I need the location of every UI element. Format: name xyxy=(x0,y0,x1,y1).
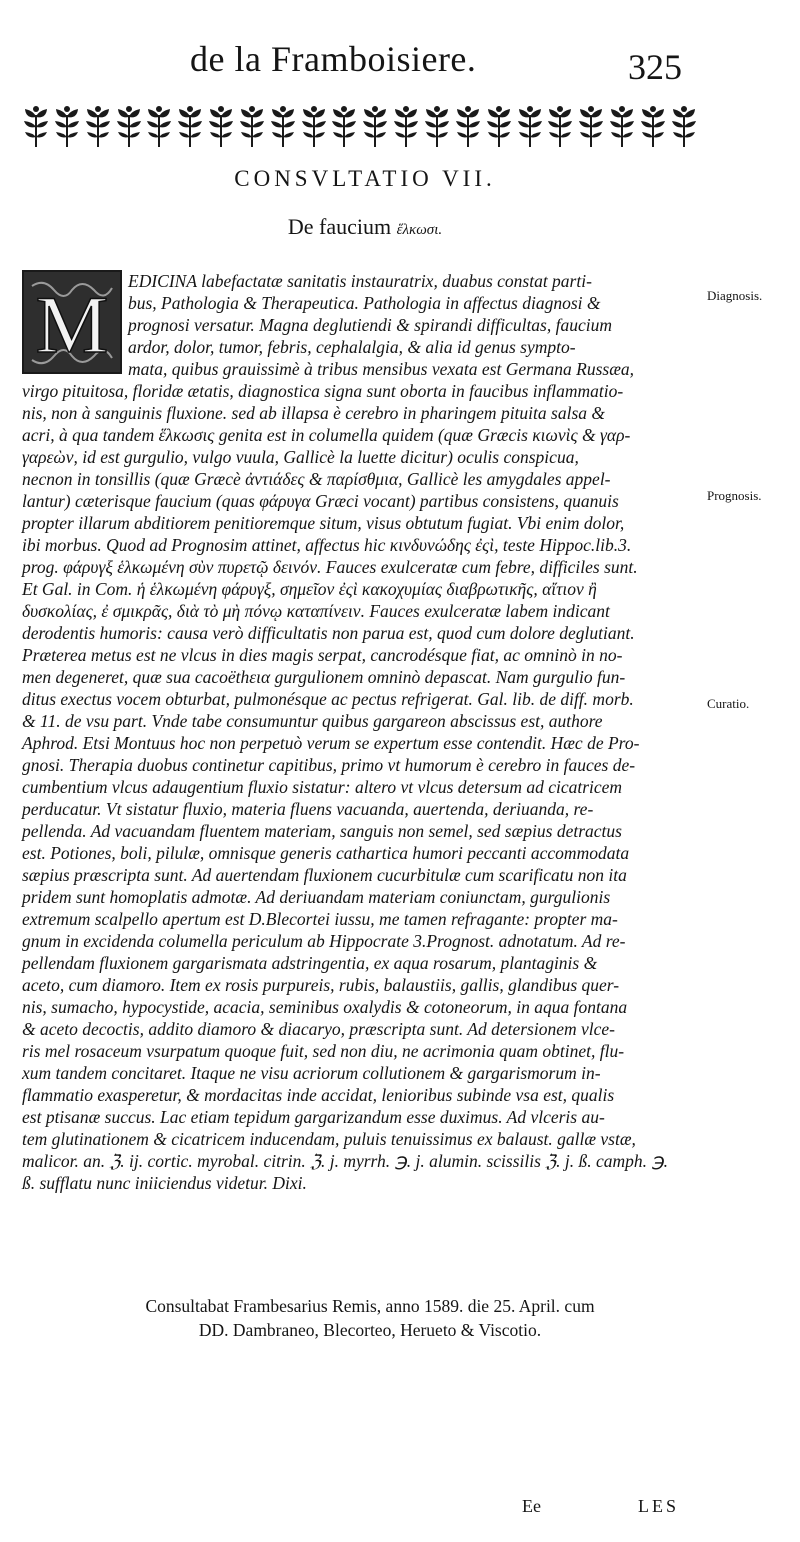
text-line: necnon in tonsillis (quæ Græcè ἀντιάδες & παρίσθμια, Gallicè les amygdales appel- xyxy=(22,469,611,489)
page-number: 325 xyxy=(628,47,682,87)
fleuron-ornament xyxy=(207,105,235,149)
text-line: pellendam fluxionem gargarismata adstringentia, ex aqua rosarum, plantaginis & xyxy=(22,953,598,973)
text-line: ibi morbus. Quod ad Prognosim attinet, affectus hic κινδυνώδης ἐςὶ, teste Hippoc.lib.3. xyxy=(22,535,632,555)
closing-line-2: DD. Dambraneo, Blecorteo, Herueto & Viscotio. xyxy=(198,1320,542,1340)
text-line: est. Potiones, boli, pilulæ, omnisque generis cathartica humori peccanti accommodata xyxy=(22,843,630,863)
fleuron-ornament xyxy=(269,105,297,149)
text-line: propter illarum abditiorem penitioremque situm, visus obtutum fugiat. Vbi enim dolor, xyxy=(22,513,625,533)
fleuron-ornament xyxy=(361,105,389,149)
text-line: EDICINA labefactatæ sanitatis instauratrix, duabus constat parti- xyxy=(128,271,592,291)
fleuron-ornament xyxy=(84,105,112,149)
fleuron-ornament xyxy=(608,105,636,149)
text-line: mata, quibus grauissimè à tribus mensibus vexata est Germana Russæa, xyxy=(128,359,635,379)
text-line: nis, sumacho, hypocystide, acacia, seminibus oxalydis & cotoneorum, in aqua fontana xyxy=(22,997,628,1017)
text-line: ß. sufflatu nunc iniiciendus videtur. Dixi. xyxy=(22,1173,307,1193)
text-line: ardor, dolor, tumor, febris, cephalalgia, & alia id genus sympto- xyxy=(128,337,576,357)
fleuron-ornament xyxy=(330,105,358,149)
text-line: pellenda. Ad vacuandam fluentem materiam, sanguis non semel, sed sæpius detractus xyxy=(22,821,622,841)
fleuron-ornament xyxy=(115,105,143,149)
text-line: est ptisanæ succus. Lac etiam tepidum gargarizandum esse duximus. Ad vlceris au- xyxy=(22,1107,605,1127)
text-line: ditus exectus vocem obturbat, pulmonésque ac pectus refrigerat. Gal. lib. de diff. morb. xyxy=(22,689,634,709)
text-line: Aphrod. Etsi Montuus hoc non perpetuò verum se expertum esse contendit. Hæc de Pro- xyxy=(22,733,640,753)
text-line: sæpius præscripta sunt. Ad auertendam fluxionem cucurbitulæ cum scarificatu non ita xyxy=(22,865,627,885)
text-line: δυσκολίας, ἐ σμικρᾶς, διὰ τὸ μὴ πόνῳ καταπίνειν. Fauces exulceratæ labem indicant xyxy=(22,601,610,621)
text-line: prognosi versatur. Magna deglutiendi & spirandi difficultas, faucium xyxy=(128,315,612,335)
fleuron-ornament xyxy=(145,105,173,149)
text-line: aceto, cum diamoro. Item ex rosis purpureis, rubis, balaustiis, gallis, glandibus quer- xyxy=(22,975,620,995)
text-line: Præterea metus est ne vlcus in dies magis serpat, cancrodésque fiat, ac omninò in no- xyxy=(22,645,623,665)
text-line: pridem sunt homoplatis admotæ. Ad deriuandam materiam coniunctam, gurgulionis xyxy=(22,887,611,907)
text-line: prog. φάρυγξ ἑλκωμένη σὺν πυρετῷ δεινόν. Fauces exulceratæ cum febre, difficiles sunt. xyxy=(22,557,638,577)
text-line: virgo pituitosa, floridæ ætatis, diagnostica signa sunt oborta in faucibus inflammatio- xyxy=(22,381,624,401)
fleuron-ornament xyxy=(670,105,698,149)
fleuron-ornament xyxy=(639,105,667,149)
fleuron-ornament xyxy=(423,105,451,149)
catchword: LES xyxy=(638,1496,680,1516)
fleuron-ornament xyxy=(300,105,328,149)
text-line: Et Gal. in Com. ἡ ἑλκωμένη φάρυγξ, σημεῖον ἐςὶ κακοχυμίας διαβρωτικῆς, αἴτιον ἢ xyxy=(22,579,597,599)
signature-mark: Ee xyxy=(522,1496,541,1516)
text-line: nis, non à sanguinis fluxione. sed ab illapsa è cerebro in pharingem pituita salsa & xyxy=(22,403,605,423)
closing-line-1: Consultabat Frambesarius Remis, anno 1589. die 25. April. cum xyxy=(145,1296,595,1316)
text-line: men degeneret, quæ sua cacoëthεια gurgulionem omninò depascat. Nam gurgulio fun- xyxy=(22,667,626,687)
text-line: perducatur. Vt sistatur fluxio, materia fluens vacuanda, auertenda, deriuanda, re- xyxy=(22,799,594,819)
subtitle-text: De faucium xyxy=(287,214,392,239)
text-line: bus, Pathologia & Therapeutica. Pathologia in affectus diagnosi & xyxy=(128,293,601,313)
text-line: cumbentium vlcus adaugentium fluxio sistatur: altero vt vlcus detersum ad cicatricem xyxy=(22,777,623,797)
fleuron-ornament xyxy=(516,105,544,149)
text-line: derodentis humoris: causa verò difficultatis non parua est, quod cum dolore deglutiant. xyxy=(22,623,635,643)
text-line: & 11. de vsu part. Vnde tabe consumuntur quibus gargareon abscissus est, authore xyxy=(22,711,603,731)
text-line: acri, à qua tandem ἕλκωσις genita est in columella quidem (quæ Græcis κιωνὶς & γαρ- xyxy=(22,425,631,445)
text-line: xum tandem concitaret. Itaque ne visu acriorum collutionem & gargarismorum in- xyxy=(22,1063,601,1083)
subtitle-greek: ἕλκωσι. xyxy=(396,222,443,238)
fleuron-ornament xyxy=(22,105,50,149)
text-line: lantur) cæterisque faucium (quas φάρυγα Græci vocant) partibus consistens, quanuis xyxy=(22,491,619,511)
fleuron-ornament xyxy=(53,105,81,149)
consultation-title: CONSVLTATIO VII. xyxy=(234,166,496,191)
margin-note-diagnosis: Diagnosis. xyxy=(707,288,763,303)
text-line: malicor. an. ℨ. ij. cortic. myrobal. citrin. ℨ. j. myrrh. ℈. j. alumin. scissilis ℨ. j. ß. camph. ℈. xyxy=(22,1151,668,1171)
ornamental-border xyxy=(22,104,698,150)
fleuron-ornament xyxy=(238,105,266,149)
text-line: gnosi. Therapia duobus continetur capitibus, primo vt humorum è cerebro in fauces de- xyxy=(22,755,636,775)
text-line: flammatio exasperetur, & mordacitas inde accidat, lenioribus subinde vsa est, qualis xyxy=(22,1085,615,1105)
text-line: tem glutinationem & cicatricem inducendam, puluis tenuissimus ex balaust. gallæ vstæ, xyxy=(22,1129,636,1149)
consultation-subtitle xyxy=(0,214,730,240)
fleuron-ornament xyxy=(485,105,513,149)
initial-letter: M xyxy=(35,279,109,370)
text-line: & aceto decoctis, addito diamoro & diacaryo, præscripta sunt. Ad detersionem vlce- xyxy=(22,1019,615,1039)
decorated-initial xyxy=(22,270,122,374)
margin-note-curatio: Curatio. xyxy=(707,696,750,711)
text-line: extremum scalpello apertum est D.Blecortei iussu, me tamen refragante: propter ma- xyxy=(22,909,618,929)
fleuron-ornament xyxy=(577,105,605,149)
text-line: ris mel rosaceum vsurpatum quoque fuit, sed non diu, ne acrimonia quam obtinet, flu- xyxy=(22,1041,625,1061)
fleuron-ornament xyxy=(546,105,574,149)
margin-note-prognosis: Prognosis. xyxy=(707,488,762,503)
text-line: γαρεὼν, id est gurgulio, vulgo vuula, Gallicè la luette dicitur) oculis conspicua, xyxy=(22,447,579,467)
fleuron-ornament xyxy=(176,105,204,149)
fleuron-ornament xyxy=(392,105,420,149)
fleuron-ornament xyxy=(454,105,482,149)
text-line: gnum in excidenda columella periculum ab Hippocrate 3.Prognost. adnotatum. Ad re- xyxy=(22,931,626,951)
running-head: de la Framboisiere. xyxy=(190,39,477,79)
